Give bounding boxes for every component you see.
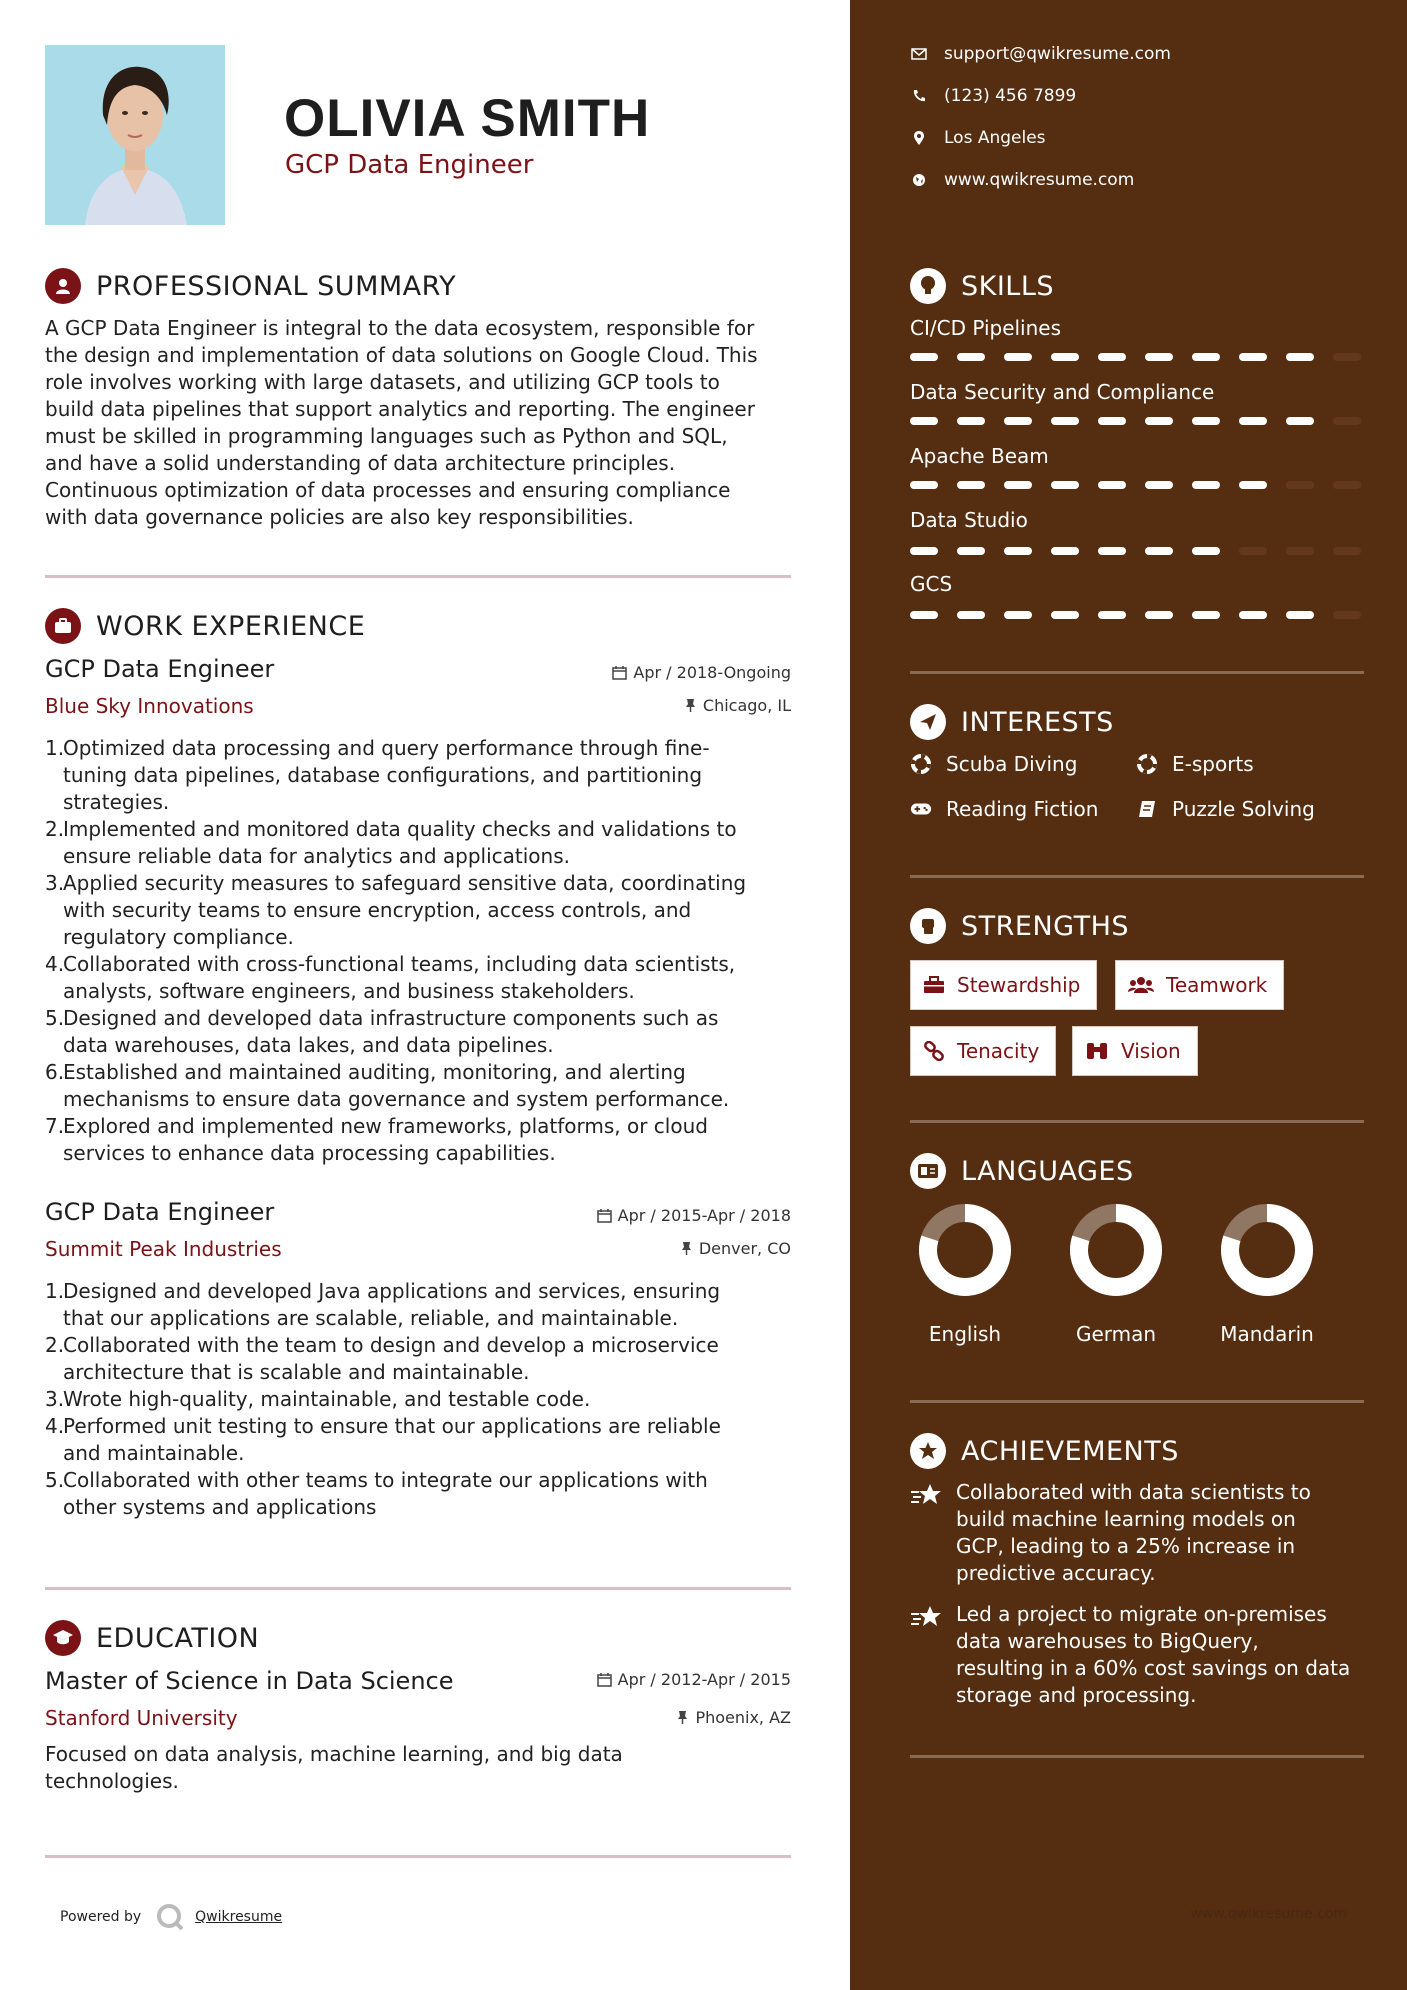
language-name: English	[928, 1322, 1002, 1346]
summary-title: PROFESSIONAL SUMMARY	[96, 270, 457, 302]
interest-item: Puzzle Solving	[1136, 797, 1315, 821]
job-title: GCP Data Engineer	[45, 1198, 275, 1226]
divider	[910, 1400, 1364, 1403]
envelope-icon	[910, 45, 928, 63]
skill-dash-filled	[1145, 481, 1173, 489]
skill-dash-filled	[957, 547, 985, 555]
qwikresume-logo-icon	[155, 1902, 185, 1932]
binoculars-icon	[1085, 1041, 1109, 1061]
divider	[45, 1855, 791, 1858]
education-title: EDUCATION	[96, 1622, 260, 1654]
skill-dash-empty	[1333, 547, 1361, 555]
skill-dash-filled	[957, 481, 985, 489]
education-header	[45, 1620, 259, 1656]
divider	[45, 1587, 791, 1590]
pin-icon	[684, 698, 697, 713]
pin-icon	[676, 1710, 689, 1725]
skill-dash-filled	[1145, 611, 1173, 619]
skill-dash-filled	[1145, 547, 1173, 555]
skill-name: CI/CD Pipelines	[910, 316, 1062, 340]
list-item: 2. Collaborated with the team to design and develop a microservice architecture that is scalable and maintainable.	[45, 1333, 719, 1384]
skill-bar	[910, 417, 1380, 425]
skill-name: GCS	[910, 572, 953, 596]
skill-dash-filled	[1286, 611, 1314, 619]
school: Stanford University	[45, 1706, 238, 1730]
job-dates: Apr / 2018-Ongoing	[612, 663, 791, 682]
skill-dash-filled	[1145, 417, 1173, 425]
skill-dash-filled	[1192, 481, 1220, 489]
skill-dash-empty	[1239, 547, 1267, 555]
skill-bar	[910, 547, 1380, 555]
education-dates: Apr / 2012-Apr / 2015	[597, 1670, 791, 1689]
sidebar	[850, 0, 1407, 1990]
experience-title: WORK EXPERIENCE	[96, 610, 366, 642]
skill-dash-filled	[1192, 353, 1220, 361]
divider	[45, 575, 791, 578]
skill-dash-filled	[1192, 547, 1220, 555]
achievements-title: ACHIEVEMENTS	[961, 1435, 1179, 1467]
language-ring	[1066, 1200, 1166, 1300]
skill-dash-filled	[1239, 481, 1267, 489]
achievement-item: Led a project to migrate on-premises data warehouses to BigQuery, resulting in a 60% cost savings on data storage and processing.	[910, 1601, 1370, 1709]
qwikresume-link[interactable]: Qwikresume	[195, 1909, 283, 1925]
interest-item: Scuba Diving	[910, 752, 1077, 776]
skill-dash-filled	[910, 547, 938, 555]
language-ring	[1217, 1200, 1317, 1300]
contact-phone[interactable]: (123) 456 7899	[910, 86, 1076, 106]
job-location: Denver, CO	[680, 1239, 791, 1258]
strength-chip: Stewardship	[910, 960, 1097, 1010]
skill-dash-empty	[1286, 547, 1314, 555]
list-item: 4. Performed unit testing to ensure that our applications are reliable and maintainable.	[45, 1414, 721, 1465]
achievements-header	[910, 1433, 1179, 1469]
list-item: 7. Explored and implemented new frameworks, platforms, or cloud services to enhance data processing capabilities.	[45, 1114, 708, 1165]
job-company: Summit Peak Industries	[45, 1237, 282, 1261]
contact-location: Los Angeles	[910, 128, 1046, 148]
calendar-icon	[612, 665, 627, 680]
list-item: 5. Designed and developed data infrastructure components such as data warehouses, data lakes, and data pipelines.	[45, 1006, 719, 1057]
job-bullets	[45, 1278, 805, 1521]
skill-dash-filled	[1192, 611, 1220, 619]
divider	[910, 1120, 1364, 1123]
skill-dash-filled	[1098, 417, 1126, 425]
skill-dash-filled	[1051, 547, 1079, 555]
star-burst-icon	[910, 1482, 942, 1515]
list-item: 2. Implemented and monitored data quality checks and validations to ensure reliable data for analytics and applications.	[45, 817, 737, 868]
skill-dash-filled	[1098, 547, 1126, 555]
contact-email[interactable]: support@qwikresume.com	[910, 44, 1171, 64]
skill-dash-filled	[1051, 417, 1079, 425]
summary-header	[45, 268, 456, 304]
language-gauge	[1212, 1200, 1322, 1304]
list-item: 3. Wrote high-quality, maintainable, and testable code.	[45, 1387, 591, 1411]
skill-dash-filled	[1098, 481, 1126, 489]
skill-dash-filled	[1051, 481, 1079, 489]
briefcase-icon	[45, 608, 81, 644]
users-icon	[1128, 976, 1154, 994]
calendar-icon	[597, 1672, 612, 1687]
paper-plane-icon	[910, 704, 946, 740]
language-name: German	[1075, 1322, 1157, 1346]
skill-dash-filled	[957, 417, 985, 425]
skill-dash-empty	[1333, 611, 1361, 619]
job-location: Chicago, IL	[684, 696, 791, 715]
interests-header	[910, 704, 1114, 740]
skill-dash-filled	[910, 611, 938, 619]
job-company: Blue Sky Innovations	[45, 694, 254, 718]
fist-icon	[910, 908, 946, 944]
language-icon	[910, 1153, 946, 1189]
skill-dash-filled	[910, 417, 938, 425]
skill-dash-empty	[1333, 481, 1361, 489]
skill-dash-filled	[1286, 417, 1314, 425]
skill-dash-filled	[1051, 353, 1079, 361]
skill-dash-filled	[957, 353, 985, 361]
list-item: 1. Optimized data processing and query performance through fine- tuning data pipelines, database configurations, and partitioning strategies.	[45, 736, 710, 814]
briefcase-icon	[923, 976, 945, 994]
skill-dash-filled	[1004, 611, 1032, 619]
list-item: 6. Established and maintained auditing, monitoring, and alerting mechanisms to ensure data governance and system performance.	[45, 1060, 730, 1111]
skill-dash-filled	[1004, 547, 1032, 555]
interest-item: E-sports	[1136, 752, 1254, 776]
skill-dash-empty	[1333, 417, 1361, 425]
achievement-item: Collaborated with data scientists to build machine learning models on GCP, leading to a 25% increase in predictive accuracy.	[910, 1479, 1370, 1587]
skill-bar	[910, 481, 1380, 489]
skill-name: Data Security and Compliance	[910, 380, 1215, 404]
job-title: GCP Data Engineer	[45, 655, 275, 683]
powered-by: Powered by Qwikresume	[60, 1902, 282, 1932]
summary-text: A GCP Data Engineer is integral to the data ecosystem, responsible for the design and implementation of data solutions on Google Cloud. This role involves working with large datasets, and utilizing GCP tools to build data pipelines that support analytics and reporting. The engineer must be skilled in programming languages such as Python and SQL, and have a solid understanding of data architecture principles. Continuous optimization of data processes and ensuring compliance with data governance policies are also key responsibilities.	[45, 316, 758, 529]
life-ring-icon	[910, 753, 932, 775]
footer-website[interactable]: www.qwikresume.com	[1190, 1906, 1347, 1922]
list-item: 3. Applied security measures to safeguard sensitive data, coordinating with security teams to ensure encryption, access controls, and regulatory compliance.	[45, 871, 747, 949]
skill-dash-filled	[1051, 611, 1079, 619]
skill-dash-filled	[1004, 353, 1032, 361]
skill-dash-filled	[1239, 611, 1267, 619]
calendar-icon	[597, 1208, 612, 1223]
book-icon	[1136, 798, 1158, 820]
skill-dash-filled	[1286, 353, 1314, 361]
skill-dash-filled	[957, 611, 985, 619]
graduation-cap-icon	[45, 1620, 81, 1656]
award-icon	[910, 1433, 946, 1469]
job-bullets	[45, 735, 805, 1167]
strengths-title: STRENGTHS	[961, 910, 1130, 942]
skill-dash-filled	[1239, 353, 1267, 361]
skill-dash-filled	[1004, 481, 1032, 489]
pin-icon	[680, 1241, 693, 1256]
skill-bar	[910, 353, 1380, 361]
skill-bar	[910, 611, 1380, 619]
education-description: Focused on data analysis, machine learning, and big data technologies.	[45, 1742, 623, 1793]
star-burst-icon	[910, 1604, 942, 1637]
skill-name: Apache Beam	[910, 444, 1049, 468]
gamepad-icon	[910, 798, 932, 820]
degree: Master of Science in Data Science	[45, 1667, 454, 1695]
phone-icon	[910, 87, 928, 105]
skill-dash-filled	[1239, 417, 1267, 425]
lightbulb-icon	[910, 268, 946, 304]
life-ring-icon	[1136, 753, 1158, 775]
job-dates: Apr / 2015-Apr / 2018	[597, 1206, 791, 1225]
skill-dash-filled	[1098, 611, 1126, 619]
skill-dash-filled	[910, 353, 938, 361]
divider	[910, 1755, 1364, 1758]
language-name: Mandarin	[1220, 1322, 1314, 1346]
user-icon	[45, 268, 81, 304]
candidate-name: OLIVIA SMITH	[284, 89, 651, 148]
skills-title: SKILLS	[961, 270, 1055, 302]
language-ring	[915, 1200, 1015, 1300]
interest-item: Reading Fiction	[910, 797, 1098, 821]
list-item: 1. Designed and developed Java applications and services, ensuring that our applications are scalable, reliable, and maintainable.	[45, 1279, 721, 1330]
candidate-role: GCP Data Engineer	[285, 150, 534, 180]
language-gauge	[1061, 1200, 1171, 1304]
skill-dash-filled	[1098, 353, 1126, 361]
strengths-header	[910, 908, 1129, 944]
strength-chip: Tenacity	[910, 1026, 1056, 1076]
interests-title: INTERESTS	[961, 706, 1114, 738]
divider	[910, 671, 1364, 674]
divider	[910, 875, 1364, 878]
link-icon	[923, 1041, 945, 1061]
skill-dash-empty	[1333, 353, 1361, 361]
strength-chip: Teamwork	[1115, 960, 1284, 1010]
languages-header	[910, 1153, 1134, 1189]
skills-header	[910, 268, 1054, 304]
skill-name: Data Studio	[910, 508, 1028, 532]
list-item: 5. Collaborated with other teams to integrate our applications with other systems and applications	[45, 1468, 708, 1519]
skill-dash-filled	[1004, 417, 1032, 425]
languages-title: LANGUAGES	[961, 1155, 1134, 1187]
strength-chip: Vision	[1072, 1026, 1198, 1076]
profile-photo	[45, 45, 225, 225]
map-marker-icon	[910, 129, 928, 147]
skill-dash-filled	[1192, 417, 1220, 425]
language-gauge	[910, 1200, 1020, 1304]
skill-dash-filled	[1145, 353, 1173, 361]
list-item: 4. Collaborated with cross-functional teams, including data scientists, analysts, software engineers, and business stakeholders.	[45, 952, 736, 1003]
skill-dash-empty	[1286, 481, 1314, 489]
skill-dash-filled	[910, 481, 938, 489]
experience-header	[45, 608, 365, 644]
globe-icon	[910, 171, 928, 189]
contact-website[interactable]: www.qwikresume.com	[910, 170, 1134, 190]
education-location: Phoenix, AZ	[676, 1708, 791, 1727]
